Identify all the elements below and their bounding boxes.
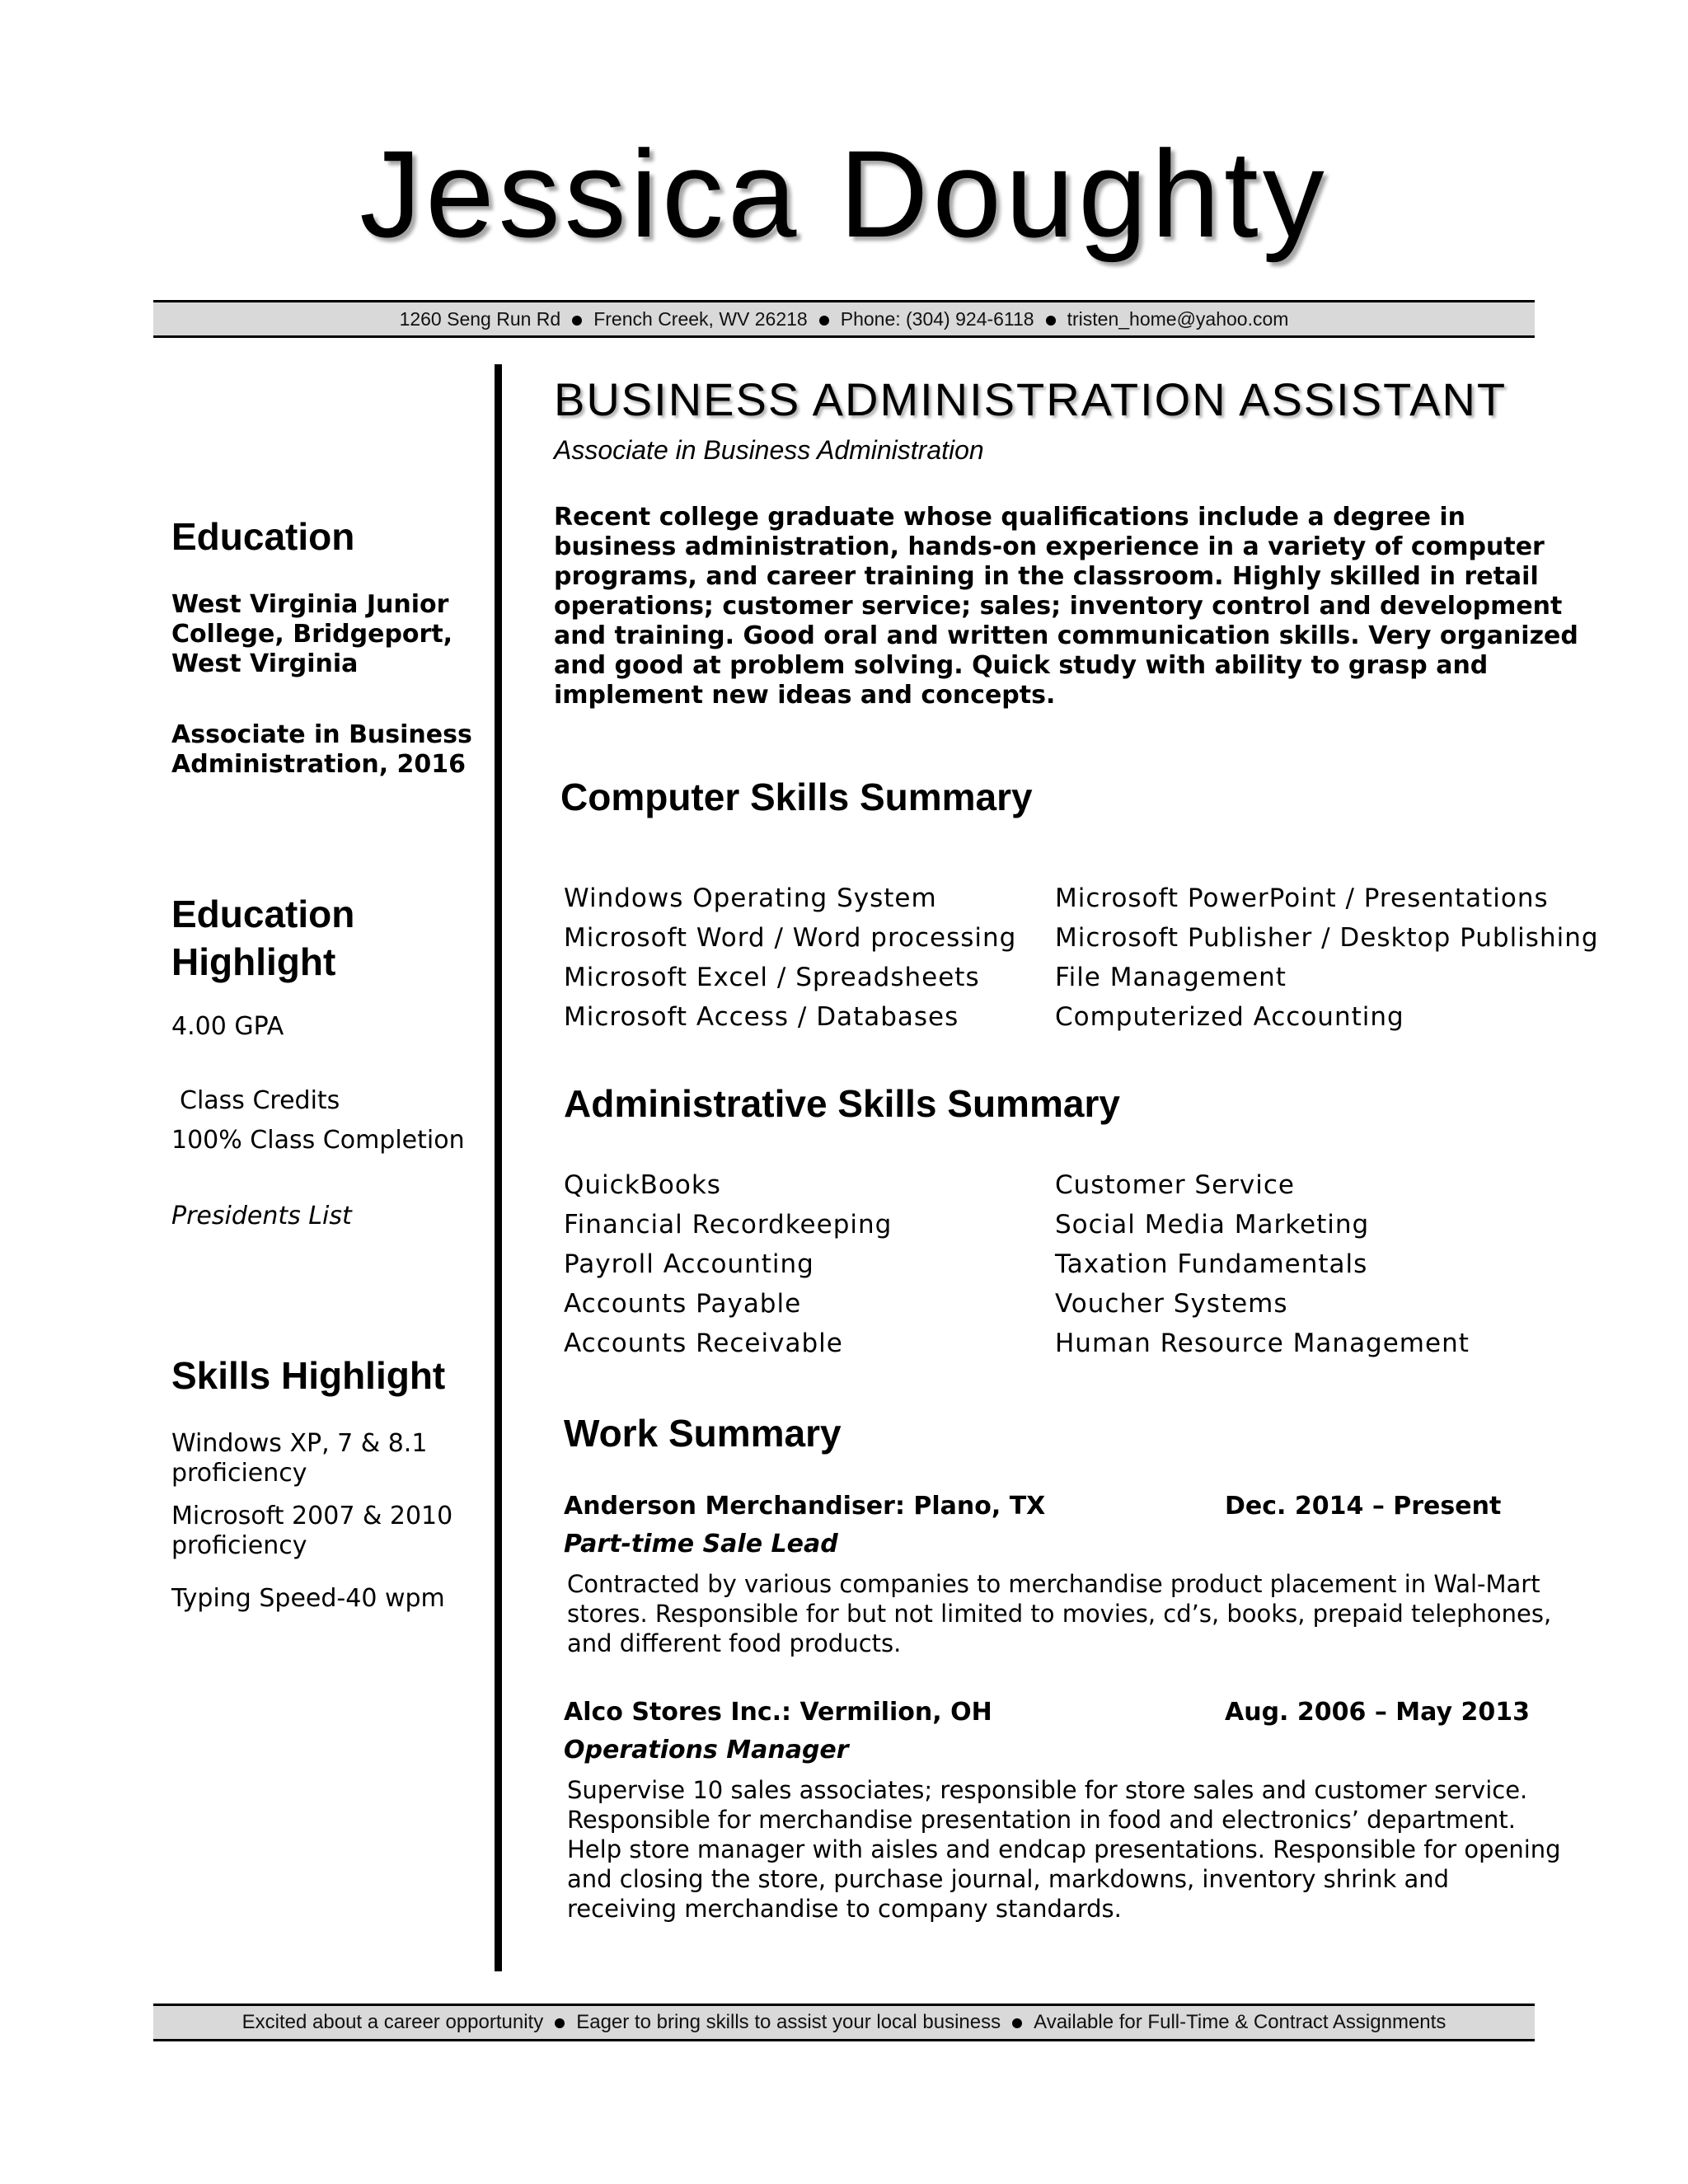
- skill-line: proficiency: [171, 1459, 307, 1488]
- skill-item: File Management: [1055, 963, 1287, 992]
- candidate-name: Jessica Doughty: [359, 124, 1329, 263]
- skill-item: Customer Service: [1055, 1170, 1296, 1200]
- school-line: College, Bridgeport,: [171, 620, 453, 649]
- summary-line: implement new ideas and concepts.: [554, 681, 1056, 710]
- desc-line: Help store manager with aisles and endcap presentations. Responsible for opening: [567, 1835, 1561, 1863]
- work-summary-heading: Work Summary: [564, 1412, 842, 1455]
- summary-line: business administration, hands-on experience in a variety of computer: [554, 532, 1545, 561]
- desc-line: receiving merchandise to company standards.: [567, 1895, 1122, 1923]
- skill-item: Voucher Systems: [1055, 1289, 1288, 1319]
- column-divider: [495, 364, 502, 1971]
- heading-line: Education: [171, 893, 355, 935]
- skill-item: Microsoft Word / Word processing: [564, 923, 1017, 953]
- heading-line: Highlight: [171, 940, 336, 983]
- skill-item: Microsoft Excel / Spreadsheets: [564, 963, 980, 992]
- job-role: Part-time Sale Lead: [564, 1530, 838, 1558]
- summary-line: Recent college graduate whose qualifications include a degree in: [554, 503, 1466, 532]
- class-credits: Class Credits: [180, 1086, 340, 1115]
- honor: Presidents List: [171, 1202, 352, 1230]
- school-line: West Virginia Junior: [171, 590, 449, 619]
- skills-highlight-heading: Skills Highlight: [171, 1354, 446, 1397]
- job-description: [567, 1569, 1586, 1658]
- class-completion: 100% Class Completion: [171, 1126, 465, 1155]
- bullet-icon: [572, 316, 582, 326]
- bullet-icon: [1012, 2018, 1022, 2028]
- footer-item: Available for Full-Time & Contract Assignments: [1034, 2011, 1447, 2033]
- skill-highlight-item: Typing Speed-40 wpm: [171, 1584, 445, 1613]
- skill-item: QuickBooks: [564, 1170, 721, 1200]
- job-title: BUSINESS ADMINISTRATION ASSISTANT: [554, 373, 1507, 425]
- email[interactable]: tristen_home@yahoo.com: [1067, 308, 1289, 330]
- skill-item: Financial Recordkeeping: [564, 1210, 893, 1240]
- admin-skills-left: [564, 1165, 892, 1363]
- skill-highlight-item: [171, 1429, 427, 1488]
- job-company: Alco Stores Inc.: Vermilion, OH: [564, 1698, 992, 1727]
- skill-item: Taxation Fundamentals: [1055, 1249, 1368, 1279]
- degree-earned: [171, 720, 472, 780]
- footer-item: Eager to bring skills to assist your local business: [576, 2011, 1001, 2033]
- degree-line: Administration, 2016: [171, 750, 467, 779]
- computer-skills-heading: Computer Skills Summary: [560, 776, 1033, 818]
- skill-highlight-item: [171, 1502, 452, 1561]
- job-dates: Aug. 2006 – May 2013: [1225, 1698, 1530, 1727]
- skill-line: Windows XP, 7 & 8.1: [171, 1429, 428, 1458]
- bullet-icon: [555, 2018, 565, 2028]
- education-highlight-heading: [171, 890, 354, 986]
- footer-bar: [153, 2004, 1535, 2041]
- job-company: Anderson Merchandiser: Plano, TX: [564, 1492, 1046, 1521]
- education-heading: Education: [171, 515, 355, 558]
- summary-line: and good at problem solving. Quick study with ability to grasp and: [554, 651, 1489, 680]
- skill-item: Payroll Accounting: [564, 1249, 814, 1279]
- skill-item: Microsoft PowerPoint / Presentations: [1055, 883, 1549, 913]
- skill-item: Accounts Receivable: [564, 1329, 843, 1358]
- desc-line: Contracted by various companies to merchandise product placement in Wal-Mart: [567, 1570, 1540, 1598]
- address: 1260 Seng Run Rd: [399, 308, 561, 330]
- computer-skills-right: [1055, 879, 1599, 1037]
- school-name: [171, 590, 452, 679]
- degree-subtitle: Associate in Business Administration: [554, 435, 984, 465]
- skill-line: proficiency: [171, 1531, 307, 1560]
- administrative-skills-heading: Administrative Skills Summary: [564, 1082, 1120, 1125]
- professional-summary: [554, 503, 1584, 710]
- gpa: 4.00 GPA: [171, 1012, 284, 1041]
- summary-line: operations; customer service; sales; inventory control and development: [554, 592, 1563, 621]
- summary-line: and training. Good oral and written communication skills. Very organized: [554, 621, 1578, 650]
- admin-skills-right: [1055, 1165, 1470, 1363]
- desc-line: Supervise 10 sales associates; responsible for store sales and customer service.: [567, 1776, 1528, 1804]
- desc-line: Responsible for merchandise presentation in food and electronics’ department.: [567, 1806, 1516, 1834]
- school-line: West Virginia: [171, 649, 359, 678]
- contact-bar: [153, 300, 1535, 338]
- phone: Phone: (304) 924-6118: [840, 308, 1034, 330]
- computer-skills-left: [564, 879, 1016, 1037]
- footer-item: Excited about a career opportunity: [241, 2011, 544, 2033]
- skill-item: Social Media Marketing: [1055, 1210, 1370, 1240]
- job-description: [567, 1775, 1586, 1924]
- bullet-icon: [819, 316, 829, 326]
- skill-item: Microsoft Publisher / Desktop Publishing: [1055, 923, 1599, 953]
- job-dates: Dec. 2014 – Present: [1225, 1492, 1502, 1521]
- skill-line: Microsoft 2007 & 2010: [171, 1502, 453, 1530]
- skill-item: Windows Operating System: [564, 883, 937, 913]
- summary-line: programs, and career training in the classroom. Highly skilled in retail: [554, 562, 1539, 591]
- skill-item: Accounts Payable: [564, 1289, 802, 1319]
- desc-line: and different food products.: [567, 1629, 902, 1657]
- bullet-icon: [1046, 316, 1056, 326]
- skill-item: Computerized Accounting: [1055, 1002, 1404, 1032]
- city-state-zip: French Creek, WV 26218: [593, 308, 808, 330]
- skill-item: Human Resource Management: [1055, 1329, 1470, 1358]
- job-role: Operations Manager: [564, 1736, 849, 1765]
- desc-line: and closing the store, purchase journal, markdowns, inventory shrink and: [567, 1865, 1450, 1893]
- skill-item: Microsoft Access / Databases: [564, 1002, 959, 1032]
- degree-line: Associate in Business: [171, 720, 472, 749]
- desc-line: stores. Responsible for but not limited to movies, cd’s, books, prepaid telephones,: [567, 1600, 1552, 1628]
